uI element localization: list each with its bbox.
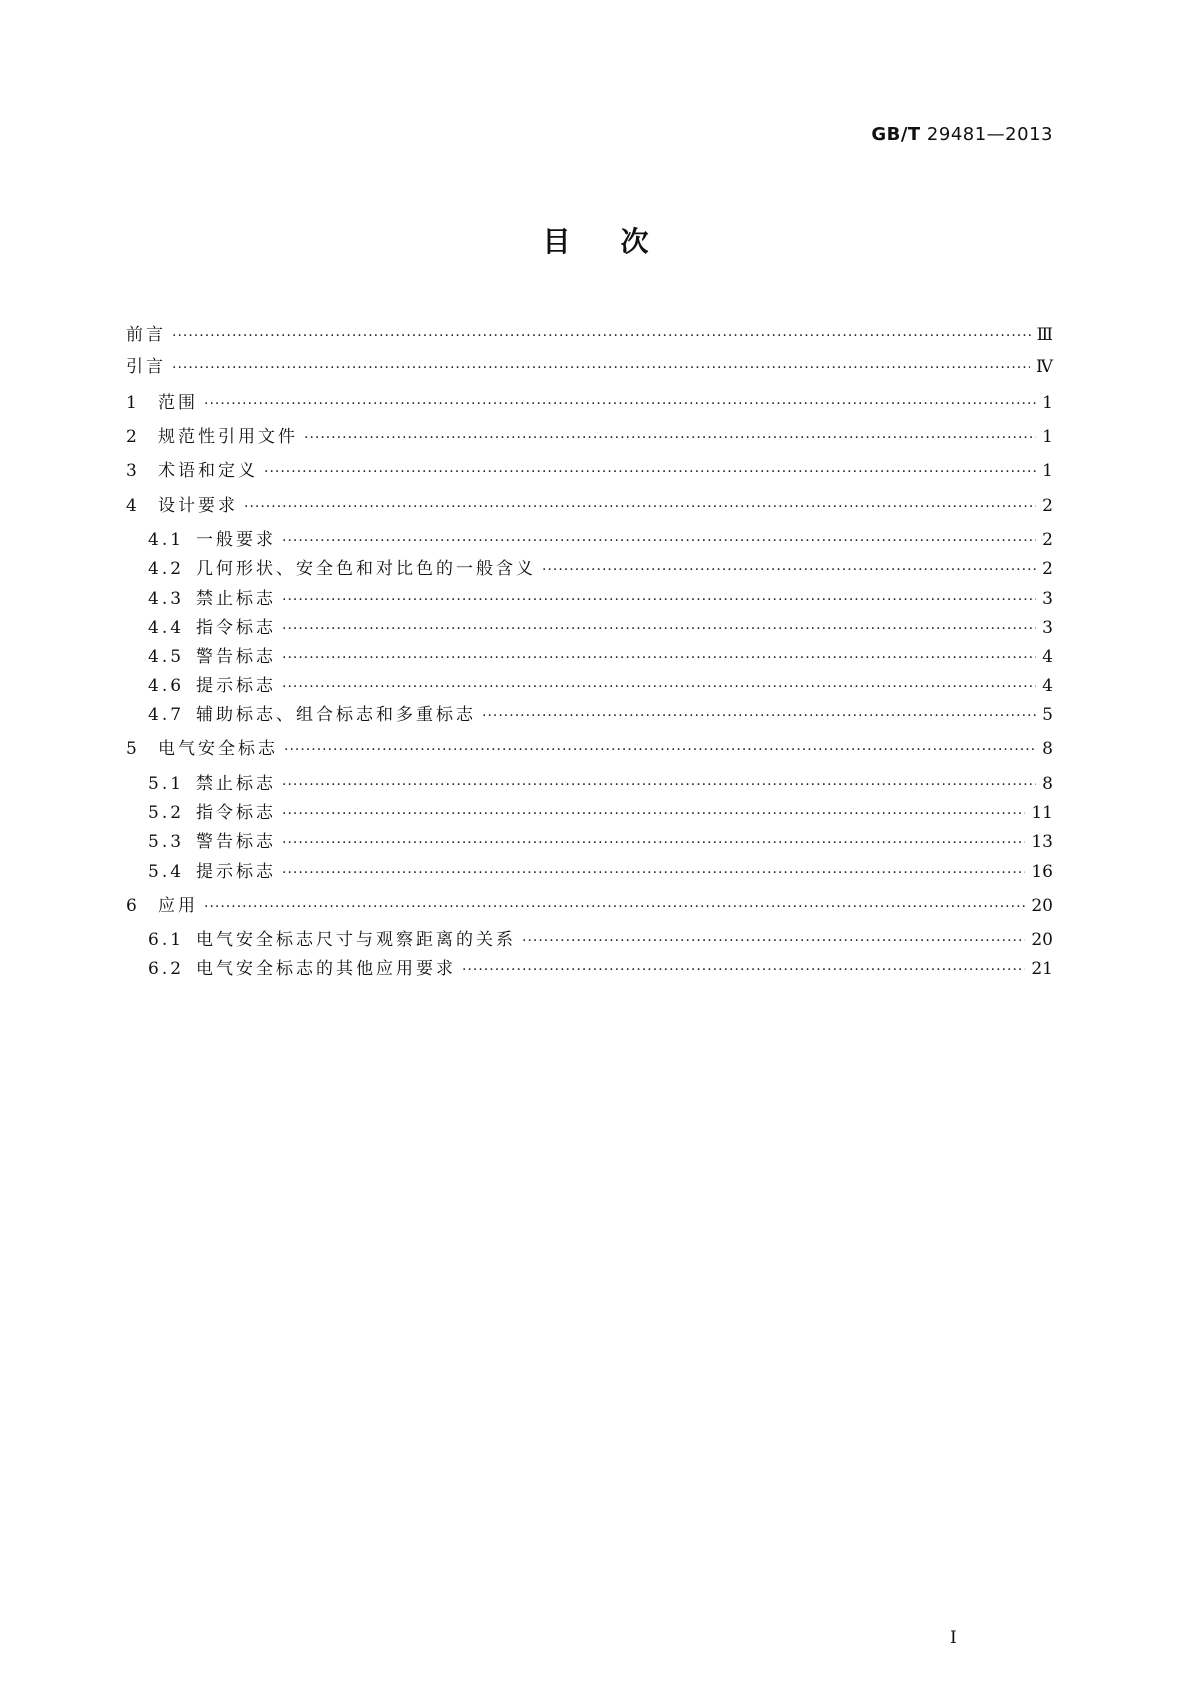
toc-entry-page: 16 <box>1031 862 1053 882</box>
toc-entry-page: 1 <box>1042 393 1053 413</box>
toc-entry-number: 6.1 <box>148 930 185 950</box>
toc-entry[interactable] <box>148 829 1053 855</box>
toc-entry-page: 2 <box>1042 530 1053 550</box>
toc-entry[interactable] <box>126 893 1053 919</box>
toc-entry[interactable] <box>148 702 1053 728</box>
toc-entry-number: 4.2 <box>148 559 185 579</box>
standard-prefix: GB/T <box>871 124 921 145</box>
toc-leader-dots <box>282 587 1036 613</box>
toc-leader-dots <box>282 616 1036 642</box>
toc-entry-title: 警告标志 <box>196 647 276 667</box>
toc-entry-page: 11 <box>1031 803 1053 823</box>
toc-entry-number: 4.7 <box>148 705 185 725</box>
toc-entry-title: 辅助标志、组合标志和多重标志 <box>196 705 476 725</box>
toc-entry-title: 应用 <box>158 896 198 916</box>
toc-entry-number: 5.1 <box>148 774 185 794</box>
toc-entry-title: 术语和定义 <box>158 461 258 481</box>
toc-entry-page: 3 <box>1042 618 1053 638</box>
toc-entry-title: 警告标志 <box>196 832 276 852</box>
toc-entry-number: 4.6 <box>148 676 185 696</box>
toc-entry-title: 提示标志 <box>196 862 276 882</box>
toc-entry-page: Ⅳ <box>1036 357 1053 377</box>
toc-entry-number: 5.3 <box>148 832 185 852</box>
toc-entry-title: 电气安全标志的其他应用要求 <box>196 959 456 979</box>
toc-entry[interactable] <box>126 322 1053 348</box>
toc-leader-dots <box>282 772 1036 798</box>
toc-entry-page: 20 <box>1031 896 1053 916</box>
toc-entry-page: 2 <box>1042 559 1053 579</box>
toc-leader-dots <box>284 737 1036 763</box>
toc-leader-dots <box>482 703 1036 729</box>
toc-entry-page: 1 <box>1042 427 1053 447</box>
toc-entry-page: 8 <box>1042 774 1053 794</box>
toc-entry[interactable] <box>126 354 1053 380</box>
toc-entry-page: 3 <box>1042 589 1053 609</box>
toc-leader-dots <box>542 557 1036 583</box>
toc-entry[interactable] <box>126 390 1053 416</box>
toc-leader-dots <box>304 425 1036 451</box>
toc-entry-title: 禁止标志 <box>196 589 276 609</box>
toc-leader-dots <box>172 355 1030 381</box>
toc-entry[interactable] <box>148 644 1053 670</box>
toc-entry-title: 前言 <box>126 325 166 345</box>
toc-entry-number: 5.4 <box>148 862 185 882</box>
toc-entry[interactable] <box>148 586 1053 612</box>
toc-entry-page: 2 <box>1042 496 1053 516</box>
toc-entry[interactable] <box>148 927 1053 953</box>
toc-entry[interactable] <box>148 527 1053 553</box>
toc-entry-title: 设计要求 <box>158 496 238 516</box>
toc-entry[interactable] <box>148 800 1053 826</box>
toc-entry-title: 范围 <box>158 393 198 413</box>
toc-entry-page: 4 <box>1042 647 1053 667</box>
toc-entry[interactable] <box>126 458 1053 484</box>
toc-leader-dots <box>204 391 1036 417</box>
standard-number: 29481—2013 <box>926 124 1053 145</box>
toc-entry-page: 1 <box>1042 461 1053 481</box>
page-number: I <box>950 1628 957 1648</box>
toc-entry-number: 5 <box>126 739 140 759</box>
toc-entry-number: 4.5 <box>148 647 185 667</box>
toc-entry[interactable] <box>148 615 1053 641</box>
toc-entry-page: Ⅲ <box>1036 325 1053 345</box>
toc-entry-number: 6 <box>126 896 140 916</box>
toc-entry[interactable] <box>126 493 1053 519</box>
toc-leader-dots <box>282 674 1036 700</box>
toc-entry-title: 指令标志 <box>196 618 276 638</box>
toc-leader-dots <box>282 645 1036 671</box>
document-code <box>871 124 1053 145</box>
toc-entry-title: 规范性引用文件 <box>158 427 298 447</box>
toc-entry-page: 5 <box>1042 705 1053 725</box>
toc-entry-page: 8 <box>1042 739 1053 759</box>
toc-entry-number: 3 <box>126 461 140 481</box>
toc-entry[interactable] <box>148 556 1053 582</box>
toc-leader-dots <box>204 894 1025 920</box>
toc-entry-page: 13 <box>1031 832 1053 852</box>
toc-leader-dots <box>172 323 1031 349</box>
toc-entry[interactable] <box>126 424 1053 450</box>
toc-leader-dots <box>282 860 1025 886</box>
toc-entry-number: 4 <box>126 496 140 516</box>
toc-entry-number: 5.2 <box>148 803 185 823</box>
toc-entry-number: 1 <box>126 393 140 413</box>
toc-entry-title: 电气安全标志 <box>158 739 278 759</box>
toc-leader-dots <box>244 494 1036 520</box>
toc-leader-dots <box>522 928 1025 954</box>
toc-entry-title: 禁止标志 <box>196 774 276 794</box>
toc-entry-title: 引言 <box>126 357 166 377</box>
toc-entry-number: 6.2 <box>148 959 185 979</box>
toc-entry-number: 4.4 <box>148 618 185 638</box>
toc-entry[interactable] <box>126 736 1053 762</box>
toc-title: 目次 <box>542 225 699 258</box>
toc-leader-dots <box>282 830 1025 856</box>
toc-entry[interactable] <box>148 673 1053 699</box>
toc-entry-page: 21 <box>1031 959 1053 979</box>
toc-leader-dots <box>282 801 1025 827</box>
toc-entry-number: 2 <box>126 427 140 447</box>
toc-entry-title: 一般要求 <box>196 530 276 550</box>
toc-leader-dots <box>264 459 1036 485</box>
toc-leader-dots <box>282 528 1036 554</box>
toc-leader-dots <box>462 957 1025 983</box>
toc-entry-page: 4 <box>1042 676 1053 696</box>
toc-entry-page: 20 <box>1031 930 1053 950</box>
toc-entry-title: 几何形状、安全色和对比色的一般含义 <box>196 559 536 579</box>
toc-entry[interactable] <box>148 771 1053 797</box>
toc-entry[interactable] <box>148 859 1053 885</box>
toc-entry[interactable] <box>148 956 1053 982</box>
toc-entry-title: 提示标志 <box>196 676 276 696</box>
toc-entry-title: 指令标志 <box>196 803 276 823</box>
toc-entry-title: 电气安全标志尺寸与观察距离的关系 <box>196 930 516 950</box>
toc-entry-number: 4.1 <box>148 530 185 550</box>
toc-entry-number: 4.3 <box>148 589 185 609</box>
